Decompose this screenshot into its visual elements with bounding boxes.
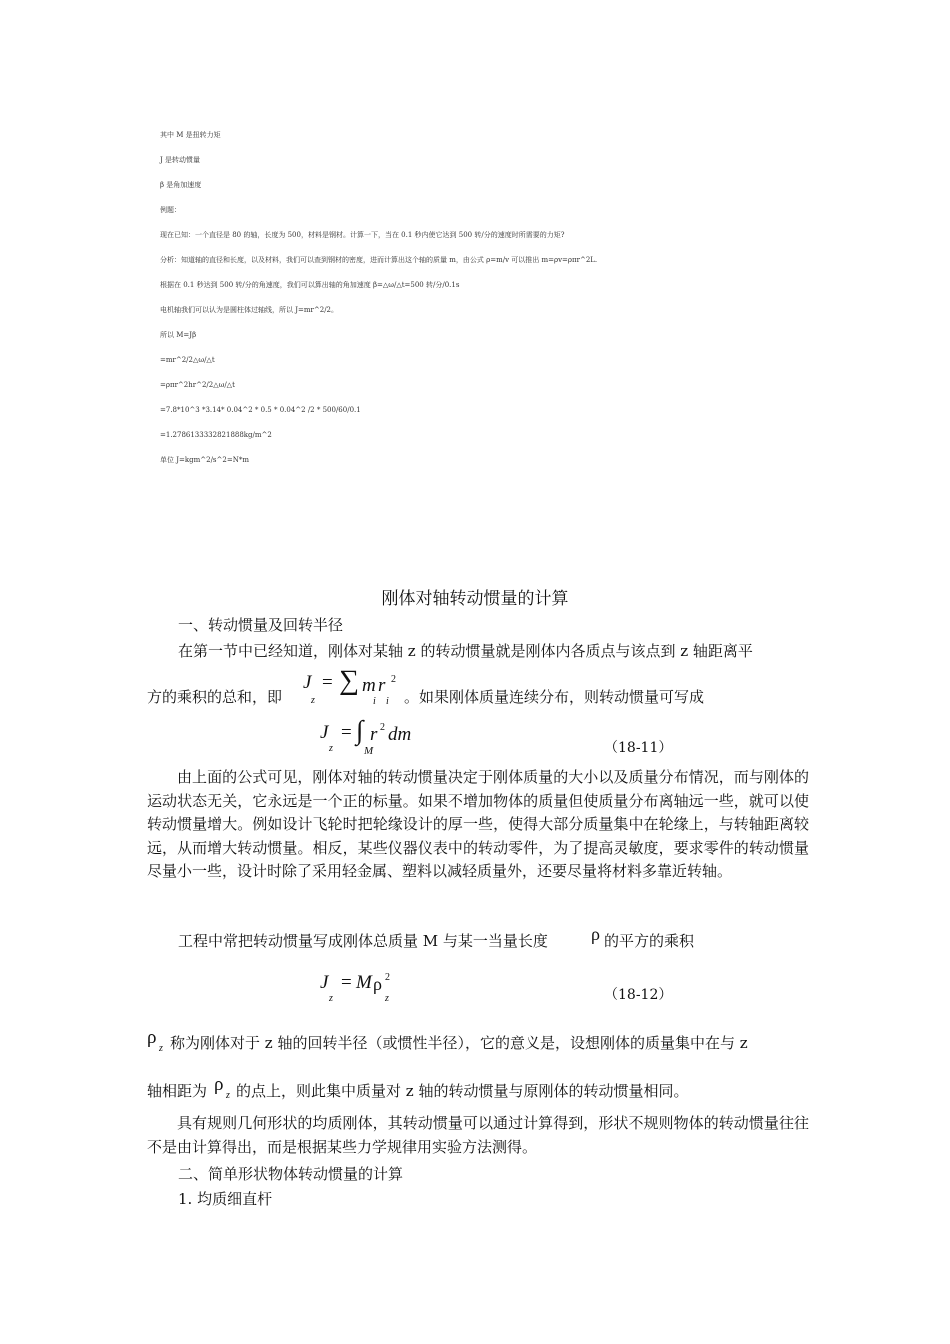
note-line: 其中 M 是扭转力矩 (160, 131, 221, 139)
formula-subscript: z (329, 743, 333, 754)
document-title: 刚体对轴转动惯量的计算 (381, 589, 569, 609)
rho-symbol: ρ (591, 924, 600, 944)
note-line: =7.8*10^3 *3.14* 0.04^2 * 0.5 * 0.04^2 /2 * 500/60/0.1 (160, 406, 361, 414)
paragraph-3-prefix: 工程中常把转动惯量写成刚体总质量 M 与某一当量长度 (178, 932, 548, 950)
equation-number: （18-11） (604, 740, 673, 756)
formula-symbol: J (320, 972, 329, 993)
note-line: 现在已知：一个直径是 80 的轴，长度为 500，材料是钢材。计算一下，当在 0.1 秒内使它达到 500 转/分的速度时所需要的力矩? (160, 231, 565, 239)
note-line: 电机轴我们可以认为是圆柱体过轴线，所以 J=mr^2/2。 (160, 306, 339, 314)
note-line: 例题： (160, 206, 181, 214)
formula-superscript: 2 (391, 674, 396, 685)
formula-subscript: M (364, 745, 374, 757)
formula-sum-sign: ∑ (339, 665, 359, 696)
formula-symbol: r (378, 675, 386, 696)
note-line: 根据在 0.1 秒达到 500 转/分的角速度，我们可以算出轴的角加速度 β=△ω/△t=500 转/分/0.1s (160, 281, 460, 289)
formula-subscript: i (373, 696, 376, 707)
equation-number: （18-12） (604, 987, 673, 1003)
formula-superscript: 2 (380, 722, 385, 733)
note-line: =ρπr^2hr^2/2△ω/△t (160, 381, 235, 389)
rho-subscript: z (226, 1090, 230, 1101)
note-line: 所以 M=Jβ (160, 331, 197, 339)
paragraph-3-suffix: 的平方的乘积 (604, 932, 695, 950)
formula-integral-sign: ∫ (356, 715, 364, 745)
formula-symbol: ρ (373, 974, 382, 994)
paragraph-6: 具有规则几何形状的均质刚体，其转动惯量可以通过计算得到，形状不规则物体的转动惯量往往不是由计算得出，而是根据某些力学规律用实验方法测得。 (147, 1114, 809, 1156)
paragraph-1-line-2-prefix: 方的乘积的总和，即 (147, 688, 283, 706)
paragraph-1-line-2-suffix: 。如果刚体质量连续分布，则转动惯量可写成 (404, 688, 705, 706)
note-line: 分析：知道轴的直径和长度，以及材料，我们可以查到钢材的密度，进而计算出这个轴的质量 m，由公式 ρ=m/v 可以推出 m=ρv=ρπr^2L. (160, 256, 598, 264)
rho-subscript: z (159, 1043, 163, 1054)
section-heading-1: 一、转动惯量及回转半径 (178, 616, 344, 634)
formula-subscript: z (385, 993, 389, 1004)
formula-superscript: 2 (385, 972, 390, 983)
formula-subscript: z (311, 695, 315, 706)
note-line: 单位 J=kgm^2/s^2=N*m (160, 456, 249, 464)
formula-subscript: z (329, 993, 333, 1004)
formula-symbol: M (356, 972, 372, 993)
formula-symbol: J (303, 672, 312, 693)
paragraph-5-prefix: 轴相距为 (147, 1082, 208, 1100)
paragraph-4: 称为刚体对于 z 轴的回转半径（或惯性半径），它的意义是，设想刚体的质量集中在与 z (170, 1034, 748, 1052)
formula-symbol: r (370, 724, 378, 745)
note-line: =mr^2/2△ω/△t (160, 356, 215, 364)
formula-equals: = (322, 672, 333, 693)
formula-subscript: i (386, 696, 389, 707)
paragraph-5-suffix: 的点上，则此集中质量对 z 轴的转动惯量与原刚体的转动惯量相同。 (236, 1082, 689, 1100)
rho-symbol: ρ (147, 1027, 157, 1048)
formula-symbol: J (320, 722, 329, 743)
formula-equals: = (341, 722, 352, 743)
section-heading-2: 二、简单形状物体转动惯量的计算 (178, 1165, 404, 1183)
formula-symbol: dm (388, 724, 412, 745)
note-line: =1.2786133332821888kg/m^2 (160, 431, 272, 439)
formula-equals: = (341, 972, 352, 993)
paragraph-2: 由上面的公式可见，刚体对轴的转动惯量决定于刚体质量的大小以及质量分布情况，而与刚体的运动状态无关，它永远是一个正的标量。如果不增加物体的质量但使质量分布离轴远一些，就可以使转动惯量增大。例如设计飞轮时把轮缘设计的厚一些，使得大部分质量集中在轮缘上，与转轴距离较远，从而增大转动惯量。相反，某些仪器仪表中的转动零件，为了提高灵敏度，要求零件的转动惯量尽量小一些，设计时除了采用轻金属、塑料以减轻质量外，还要尽量将材料多靠近转轴。 (147, 768, 809, 880)
formula-symbol: m (362, 675, 376, 696)
note-line: J 是转动惯量 (160, 156, 201, 164)
note-line: β 是角加速度 (160, 181, 202, 189)
list-item-1: 1. 均质细直杆 (178, 1190, 273, 1208)
rho-symbol: ρ (214, 1074, 224, 1095)
paragraph-1-line-1: 在第一节中已经知道，刚体对某轴 z 的转动惯量就是刚体内各质点与该点到 z 轴距离平 (178, 642, 753, 660)
